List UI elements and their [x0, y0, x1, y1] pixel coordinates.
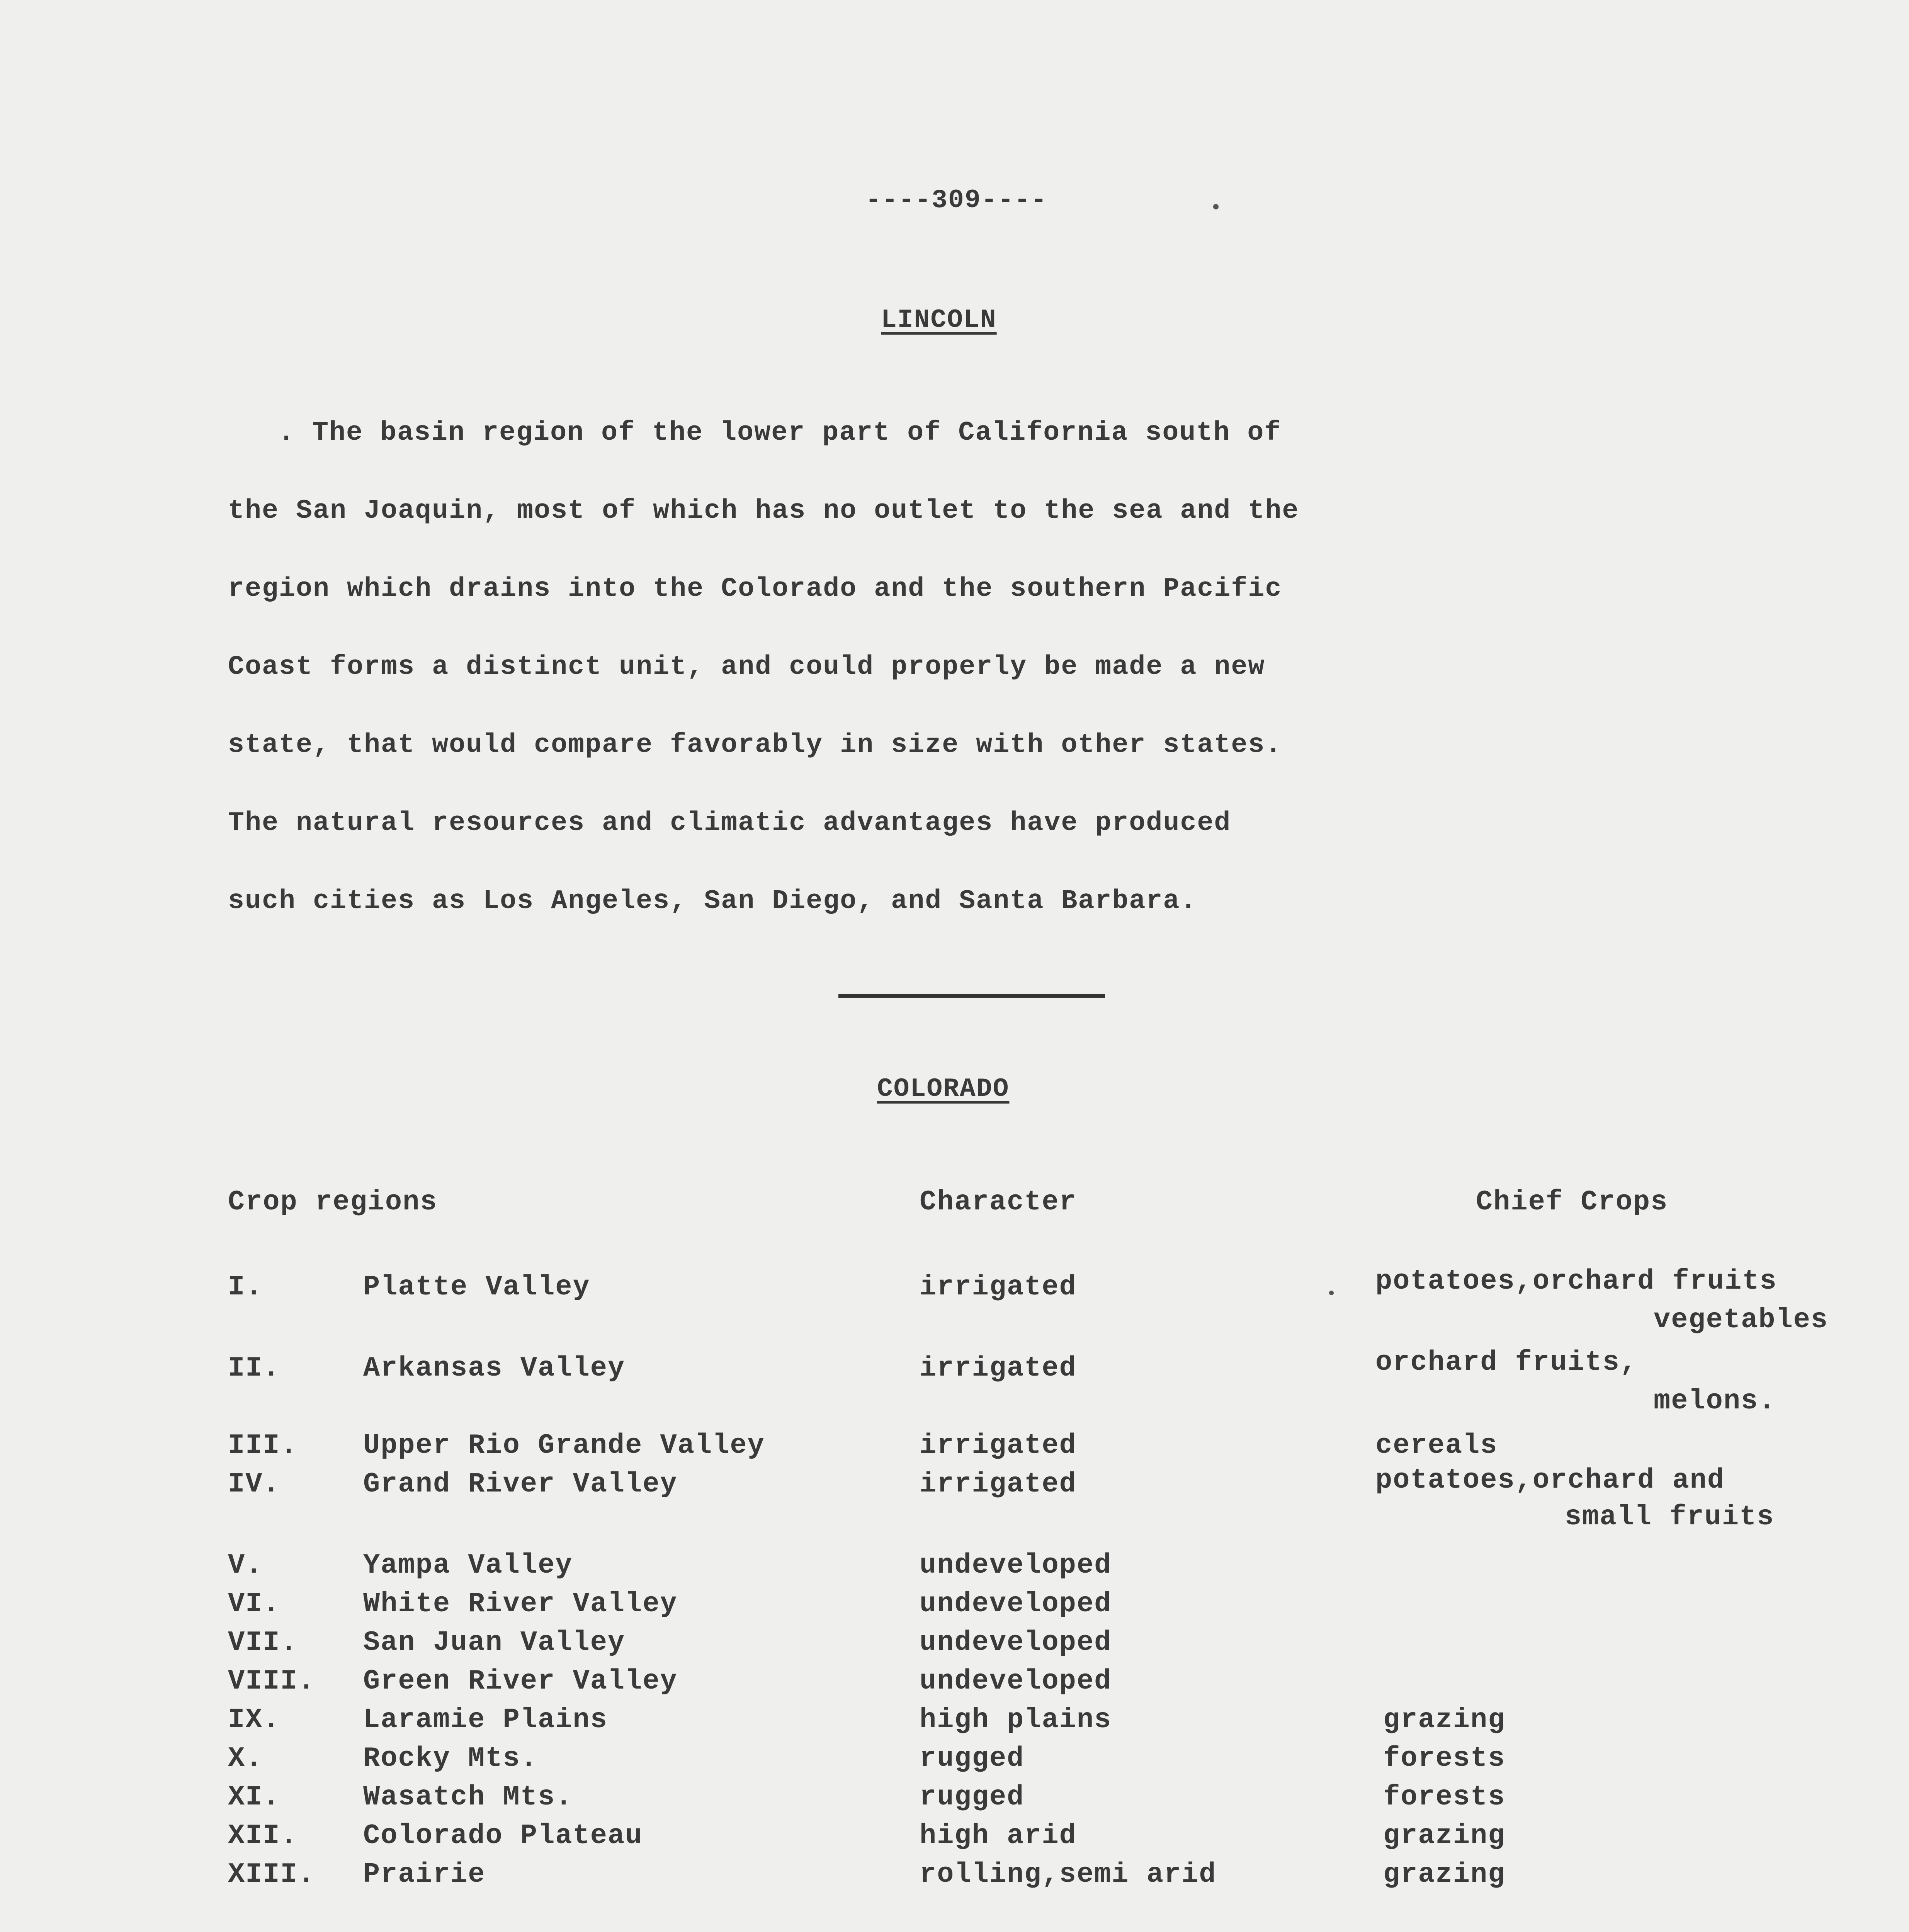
region-character: undeveloped — [920, 1627, 1112, 1658]
region-crops-cont: melons. — [1654, 1385, 1776, 1417]
region-name: Platte Valley — [363, 1271, 590, 1303]
section-divider — [838, 994, 1105, 998]
region-character: rolling,semi arid — [920, 1859, 1217, 1890]
paragraph-line: the San Joaquin, most of which has no outlet to the sea and the — [228, 496, 1299, 526]
region-crops: potatoes,orchard and — [1375, 1464, 1725, 1496]
region-name: Upper Rio Grande Valley — [363, 1430, 765, 1461]
region-number: I. — [228, 1271, 263, 1303]
region-crops: cereals — [1375, 1430, 1498, 1461]
region-number: IX. — [228, 1704, 280, 1736]
region-crops-cont: small fruits — [1565, 1501, 1775, 1533]
paragraph-line: The natural resources and climatic advantages have produced — [228, 808, 1231, 838]
region-name: White River Valley — [363, 1588, 678, 1620]
region-name: San Juan Valley — [363, 1627, 626, 1658]
ink-speck — [1329, 1291, 1334, 1295]
paragraph-line: such cities as Los Angeles, San Diego, and Santa Barbara. — [228, 886, 1197, 917]
column-header-crops: Chief Crops — [1476, 1186, 1668, 1218]
region-name: Rocky Mts. — [363, 1743, 538, 1774]
region-character: rugged — [920, 1743, 1025, 1774]
region-crops: grazing — [1383, 1820, 1506, 1852]
region-name: Green River Valley — [363, 1665, 678, 1697]
section-title-lincoln: LINCOLN — [881, 305, 997, 335]
region-crops: potatoes,orchard fruits — [1375, 1265, 1777, 1297]
region-number: III. — [228, 1430, 298, 1461]
region-crops: forests — [1383, 1781, 1506, 1813]
region-name: Wasatch Mts. — [363, 1781, 573, 1813]
region-character: undeveloped — [920, 1665, 1112, 1697]
region-name: Colorado Plateau — [363, 1820, 643, 1852]
region-number: VI. — [228, 1588, 280, 1620]
region-name: Laramie Plains — [363, 1704, 608, 1736]
page-number: ----309---- — [865, 185, 1047, 215]
section-title-colorado: COLORADO — [877, 1074, 1010, 1104]
paragraph-line: Coast forms a distinct unit, and could properly be made a new — [228, 652, 1265, 682]
region-crops: grazing — [1383, 1859, 1506, 1890]
region-character: irrigated — [920, 1352, 1077, 1384]
region-number: XIII. — [228, 1859, 316, 1890]
paragraph-line: state, that would compare favorably in size with other states. — [228, 730, 1282, 760]
region-name: Arkansas Valley — [363, 1352, 626, 1384]
paragraph-line: . The basin region of the lower part of California south of — [278, 418, 1282, 448]
region-number: XI. — [228, 1781, 280, 1813]
region-number: IV. — [228, 1468, 280, 1500]
region-number: XII. — [228, 1820, 298, 1852]
region-character: irrigated — [920, 1468, 1077, 1500]
region-name: Grand River Valley — [363, 1468, 678, 1500]
region-number: VIII. — [228, 1665, 316, 1697]
region-crops: grazing — [1383, 1704, 1506, 1736]
region-character: irrigated — [920, 1271, 1077, 1303]
region-number: V. — [228, 1549, 263, 1581]
region-character: rugged — [920, 1781, 1025, 1813]
region-name: Prairie — [363, 1859, 486, 1890]
region-character: undeveloped — [920, 1588, 1112, 1620]
region-crops: orchard fruits, — [1375, 1347, 1638, 1378]
paragraph-line: region which drains into the Colorado and the southern Pacific — [228, 574, 1282, 604]
region-number: II. — [228, 1352, 280, 1384]
region-crops-cont: vegetables — [1654, 1304, 1829, 1336]
region-character: high arid — [920, 1820, 1077, 1852]
column-header-region: Crop regions — [228, 1186, 438, 1218]
region-crops: forests — [1383, 1743, 1506, 1774]
region-number: VII. — [228, 1627, 298, 1658]
region-number: X. — [228, 1743, 263, 1774]
ink-speck — [1213, 204, 1219, 209]
region-character: undeveloped — [920, 1549, 1112, 1581]
column-header-character: Character — [920, 1186, 1077, 1218]
region-character: irrigated — [920, 1430, 1077, 1461]
region-character: high plains — [920, 1704, 1112, 1736]
region-name: Yampa Valley — [363, 1549, 573, 1581]
